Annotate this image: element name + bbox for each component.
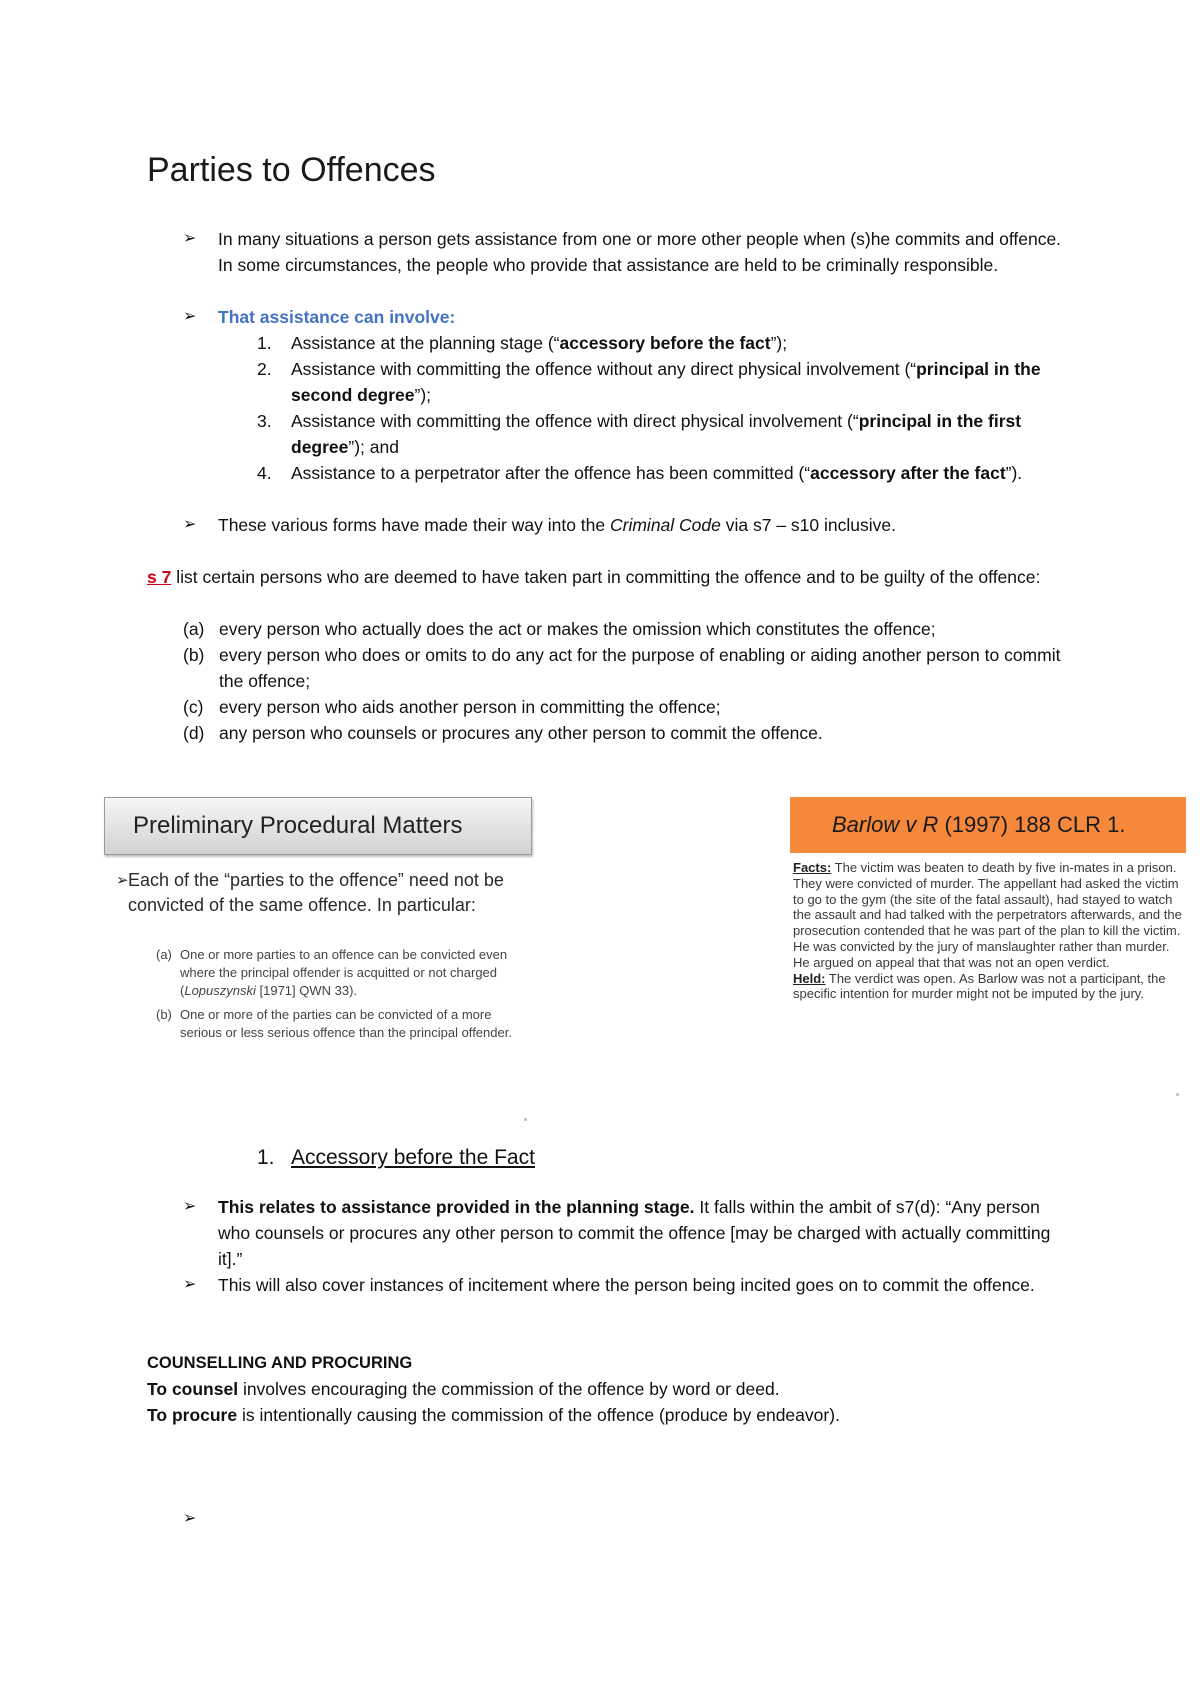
arrow-bullet-icon: ➢: [183, 308, 197, 325]
bullet-text: These various forms have made their way into the Criminal Code via s7 – s10 inclusive.: [218, 515, 896, 535]
arrow-bullet-icon: ➢: [116, 872, 129, 889]
s7-link[interactable]: s 7: [147, 567, 172, 587]
section-heading: 1. Accessory before the Fact: [257, 1146, 535, 1169]
preliminary-item-a: (a) One or more parties to an offence can be convicted even where the principal offender is acquitted or not charged (Lopuszynski [1971] QWN 33).: [156, 947, 508, 998]
facts-label: Facts:: [793, 860, 832, 875]
list-item: 3. Assistance with committing the offence with direct physical involvement (“principal in the first degree”); and: [257, 411, 1022, 457]
section1-bullet-2: ➢ This will also cover instances of incitement where the person being incited goes on to commit the offence.: [183, 1272, 1063, 1298]
stray-mark: [1176, 1093, 1179, 1096]
section1-bullet-1: ➢ This relates to assistance provided in the planning stage. It falls within the ambit of s7(d): “Any person who counsels or procures any other person to commit the offence [may be charged with actually committing it].”: [183, 1194, 1063, 1272]
page-title: Parties to Offences: [147, 151, 436, 189]
bullet-text: That assistance can involve:: [218, 307, 456, 327]
s7-paragraph: s 7 list certain persons who are deemed to have taken part in committing the offence and to be guilty of the offence:: [147, 567, 1041, 587]
arrow-bullet-icon: ➢: [183, 1510, 197, 1527]
counsel-definition: To counsel involves encouraging the commission of the offence by word or deed.: [147, 1379, 780, 1399]
counselling-heading: COUNSELLING AND PROCURING: [147, 1354, 413, 1372]
bullet-text: In many situations a person gets assistance from one or more other people when (s)he commits and offence. In some circumstances, the people who provide that assistance are held to be criminally responsible.: [218, 229, 1062, 275]
arrow-bullet-icon: ➢: [183, 230, 197, 247]
assistance-list: [257, 330, 1057, 486]
preliminary-main-bullet: ➢ Each of the “parties to the offence” need not be convicted of the same offence. In particular:: [116, 870, 504, 915]
arrow-bullet-icon: ➢: [183, 1198, 197, 1215]
list-item: (b) every person who does or omits to do any act for the purpose of enabling or aiding another person to commit the offence;: [183, 645, 1061, 691]
list-item: (c) every person who aids another person in committing the offence;: [183, 697, 721, 717]
arrow-bullet-icon: ➢: [183, 516, 197, 533]
list-item: (d) any person who counsels or procures any other person to commit the offence.: [183, 723, 823, 743]
preliminary-box-title: Preliminary Procedural Matters: [104, 797, 532, 855]
list-item: 1. Assistance at the planning stage (“accessory before the fact”);: [257, 333, 788, 353]
s7-list: [183, 616, 1063, 746]
preliminary-item-b: (b) One or more of the parties can be convicted of a more serious or less serious offence than the principal offender.: [156, 1007, 512, 1040]
procure-definition: To procure is intentionally causing the commission of the offence (produce by endeavor).: [147, 1405, 840, 1425]
stray-mark: [524, 1118, 527, 1121]
barlow-case-notes: Facts: The victim was beaten to death by five in-mates in a prison. They were convicted of murder. The appellant had asked the victim to go to the gym (the site of the fatal assault), had stayed to watch the assault and had talked with the perpetrators afterwards, and the prosecution contended that he was part of the plan to kill the victim. He was convicted by the jury of manslaughter rather than murder. He argued on appeal that that was not an open verdict. Held: The verdict was open. As Barlow was not a participant, the specific intention for murder might not be imputed by the jury.: [793, 860, 1182, 1002]
intro-bullet-2: [183, 304, 1063, 330]
arrow-bullet-icon: ➢: [183, 1276, 197, 1293]
intro-bullet-3: [183, 512, 1063, 538]
list-item: (a) every person who actually does the act or makes the omission which constitutes the offence;: [183, 619, 936, 639]
list-item: 2. Assistance with committing the offence without any direct physical involvement (“principal in the second degree”);: [257, 359, 1041, 405]
intro-bullet-1: [183, 226, 1063, 278]
held-label: Held:: [793, 970, 826, 986]
list-item: 4. Assistance to a perpetrator after the offence has been committed (“accessory after the fact”).: [257, 463, 1023, 483]
barlow-case-title: Barlow v R (1997) 188 CLR 1.: [790, 797, 1186, 853]
